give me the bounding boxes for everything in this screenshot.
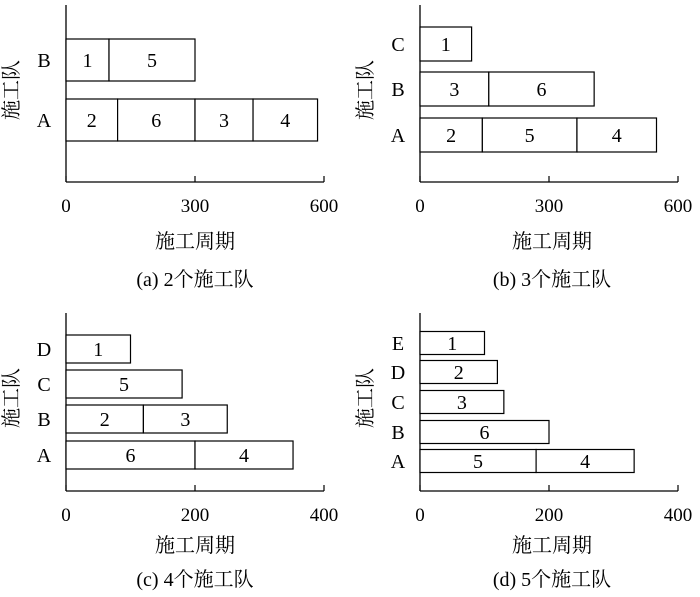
segment-label: 3 [219, 110, 230, 132]
segment-label: 3 [449, 79, 460, 101]
team-label-D: D [390, 362, 406, 384]
segment-label: 2 [86, 110, 97, 132]
x-tick-label: 300 [180, 196, 210, 217]
x-axis-title: 施工周期 [512, 535, 592, 557]
x-tick-label: 0 [61, 505, 71, 526]
team-label-B: B [37, 50, 51, 72]
x-axis-title: 施工周期 [155, 231, 235, 253]
x-tick-label: 600 [309, 196, 339, 217]
segment-label: 1 [82, 50, 93, 72]
x-tick-label: 0 [61, 196, 71, 217]
panel-caption: (a) 2个施工队 [136, 269, 254, 291]
y-axis-title: 施工队 [355, 368, 377, 428]
team-label-C: C [391, 34, 405, 56]
gantt-panel-3 [0, 313, 338, 591]
team-label-D: D [36, 339, 52, 361]
y-axis-title: 施工队 [1, 368, 23, 428]
x-tick-label: 600 [663, 196, 693, 217]
x-axis-title: 施工周期 [512, 231, 592, 253]
gantt-panel-2 [354, 5, 692, 291]
x-tick-label: 300 [534, 196, 564, 217]
team-label-B: B [37, 409, 51, 431]
team-label-A: A [390, 451, 406, 473]
segment-label: 3 [456, 392, 467, 414]
segment-label: 5 [473, 451, 484, 473]
panel-caption: (b) 3个施工队 [492, 269, 612, 291]
segment-label: 3 [180, 409, 191, 431]
segment-label: 6 [536, 79, 547, 101]
segment-label: 2 [99, 409, 110, 431]
y-axis-title: 施工队 [355, 60, 377, 120]
gantt-panel-4 [354, 313, 692, 591]
x-tick-label: 400 [309, 505, 339, 526]
team-label-E: E [391, 333, 405, 355]
x-tick-label: 0 [415, 196, 425, 217]
x-tick-label: 0 [415, 505, 425, 526]
segment-label: 4 [611, 125, 622, 147]
x-axis-title: 施工周期 [155, 535, 235, 557]
segment-label: 1 [447, 333, 458, 355]
panel-caption: (c) 4个施工队 [136, 569, 254, 591]
segment-label: 4 [580, 451, 591, 473]
x-tick-label: 200 [180, 505, 210, 526]
team-label-C: C [37, 374, 51, 396]
team-label-A: A [36, 445, 52, 467]
segment-label: 2 [446, 125, 457, 147]
team-label-C: C [391, 392, 405, 414]
team-label-A: A [36, 110, 52, 132]
team-label-B: B [391, 422, 405, 444]
y-axis-title: 施工队 [1, 60, 23, 120]
panel-caption: (d) 5个施工队 [492, 569, 612, 591]
team-label-B: B [391, 79, 405, 101]
team-label-A: A [390, 125, 406, 147]
gantt-panel-1 [0, 5, 338, 291]
segment-label: 4 [239, 445, 250, 467]
segment-label: 2 [453, 362, 464, 384]
segment-label: 5 [147, 50, 157, 72]
segment-label: 4 [280, 110, 291, 132]
segment-label: 6 [479, 422, 490, 444]
segment-label: 5 [119, 374, 130, 396]
segment-label: 5 [524, 125, 535, 147]
segment-label: 1 [440, 34, 451, 56]
segment-label: 6 [151, 110, 162, 132]
segment-label: 1 [93, 339, 104, 361]
segment-label: 6 [125, 445, 136, 467]
x-tick-label: 400 [663, 505, 693, 526]
x-tick-label: 200 [534, 505, 564, 526]
